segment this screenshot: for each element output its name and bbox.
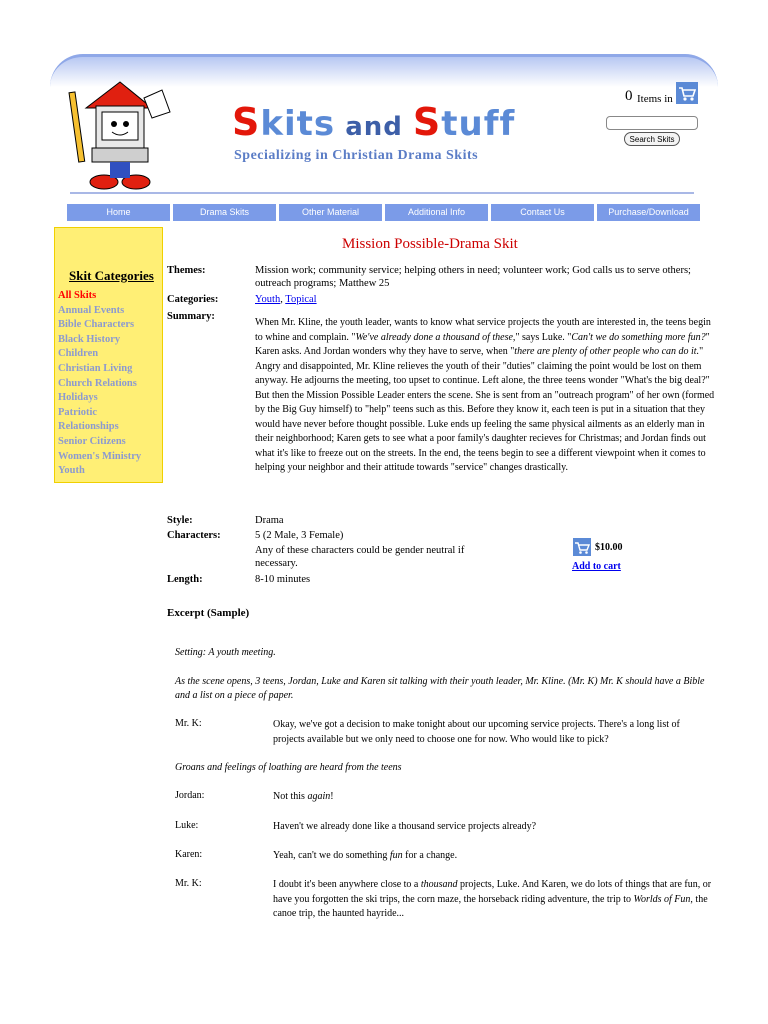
category-christian-living[interactable]: Christian Living [58, 362, 133, 374]
style-label: Style: [167, 515, 193, 526]
summary-quote: Can't we do something more fun? [571, 331, 706, 343]
title-word-tuff: tuff [441, 104, 516, 144]
dialogue-speaker: Karen: [175, 849, 203, 860]
excerpt-stage-direction: As the scene opens, 3 teens, Jordan, Luke and Karen sit talking with their youth leader, Mr. Kline. (Mr. K) Mr. K should have a Bible and a list on a piece of paper. [175, 676, 705, 701]
site-tagline: Specializing in Christian Drama Skits [234, 148, 479, 163]
summary-text [255, 316, 715, 476]
line-text: ! [330, 791, 334, 802]
nav-drama-skits[interactable]: Drama Skits [173, 204, 277, 221]
category-list [58, 289, 141, 479]
shopping-cart-icon[interactable] [676, 82, 698, 104]
title-word-and: and [335, 112, 413, 142]
price-block [573, 538, 623, 556]
themes-label: Themes: [167, 265, 206, 276]
line-text: I doubt it's been anywhere close to a [273, 879, 421, 890]
dialogue-line: Haven't we already done like a thousand service projects already? [273, 821, 537, 832]
category-holidays[interactable]: Holidays [58, 392, 98, 404]
sidebar-title[interactable]: Skit Categories [69, 268, 154, 283]
line-emphasis: fun [389, 850, 403, 861]
title-letter-s2: S [412, 100, 442, 144]
nav-purchase-download[interactable]: Purchase/Download [597, 204, 701, 221]
dialogue-line [273, 849, 713, 864]
summary-quote: We've already done a thousand of these, [355, 331, 516, 343]
add-to-cart-link[interactable]: Add to cart [572, 561, 621, 572]
themes-value: Mission work; community service; helping others in need; volunteer work; God calls us to serve others; outreach programs; Matthew 25 [255, 265, 691, 289]
summary-label: Summary: [167, 311, 215, 322]
categories-label: Categories: [167, 294, 219, 305]
category-church-relations[interactable]: Church Relations [58, 377, 137, 389]
site-title[interactable] [232, 100, 515, 144]
dialogue-speaker: Luke: [175, 820, 199, 831]
nav-home[interactable]: Home [67, 204, 171, 221]
category-bible-characters[interactable]: Bible Characters [58, 319, 135, 331]
dialogue-line [273, 878, 713, 922]
category-youth[interactable]: Youth [58, 465, 85, 477]
nav-contact-us[interactable]: Contact Us [491, 204, 595, 221]
search-input[interactable] [606, 116, 698, 130]
summary-part: " Karen asks. And Jordan wonders why they have to serve, when " [255, 331, 710, 357]
mascot-logo[interactable] [66, 78, 172, 192]
cart-count: 0 [625, 88, 633, 104]
summary-quote: there are plenty of other people who can do it. [514, 346, 700, 357]
nav-additional-info[interactable]: Additional Info [385, 204, 489, 221]
page-title: Mission Possible-Drama Skit [342, 236, 518, 252]
category-womens-ministry[interactable]: Women's Ministry [58, 450, 142, 462]
category-annual-events[interactable]: Annual Events [58, 304, 125, 316]
characters-value: 5 (2 Male, 3 Female) [255, 530, 344, 541]
header-divider [70, 192, 694, 194]
summary-part: " says Luke. " [515, 331, 572, 343]
excerpt-setting: Setting: A youth meeting. [175, 647, 276, 658]
category-senior-citizens[interactable]: Senior Citizens [58, 435, 126, 447]
line-emphasis: Worlds of Fun [633, 893, 691, 905]
length-value: 8-10 minutes [255, 574, 311, 585]
category-black-history[interactable]: Black History [58, 333, 121, 345]
line-text: Not this [273, 791, 308, 802]
length-label: Length: [167, 574, 203, 585]
category-children[interactable]: Children [58, 348, 99, 360]
dialogue-line: Okay, we've got a decision to make tonight about our upcoming service projects. There's a long list of projects available but we only need to choose one for now. Who would like to pick? [273, 719, 680, 745]
category-link-topical[interactable]: Topical [285, 294, 317, 305]
categories-value: Youth, Topical [255, 294, 317, 305]
category-patriotic[interactable]: Patriotic [58, 406, 98, 418]
title-word-kits: kits [260, 104, 336, 144]
category-all-skits[interactable]: All Skits [58, 290, 97, 301]
price: $10.00 [595, 541, 623, 553]
search-skits-button[interactable]: Search Skits [624, 132, 680, 146]
line-emphasis: thousand [420, 879, 458, 890]
category-link-youth[interactable]: Youth [255, 294, 281, 305]
category-relationships[interactable]: Relationships [58, 421, 119, 433]
line-text: for a change. [402, 850, 458, 861]
cart-label: Items in [637, 93, 673, 105]
title-letter-s1: S [232, 100, 261, 144]
nav-other-material[interactable]: Other Material [279, 204, 383, 221]
line-text: projects, Luke. And Karen, we do lots of things that are fun, or have you forgotten the ski trips, the corn maze, the horseback riding adventure, the trip to [273, 879, 712, 905]
summary-part: When Mr. Kline, the youth leader, wants to know what service projects the youth are interested in, the teens begin to whine and complain. " [255, 317, 711, 343]
dialogue-speaker: Mr. K: [175, 718, 202, 729]
line-text: Yeah, can't we do something [273, 850, 390, 861]
line-text: , the canoe trip, the haunted hayride... [273, 893, 708, 919]
style-value: Drama [255, 515, 284, 526]
excerpt-heading: Excerpt (Sample) [167, 607, 250, 619]
dialogue-line [273, 790, 713, 805]
cart-icon[interactable] [573, 538, 591, 556]
main-nav [67, 204, 701, 221]
characters-label: Characters: [167, 530, 221, 541]
line-emphasis: again [307, 791, 331, 802]
excerpt-stage-direction: Groans and feelings of loathing are heard from the teens [175, 762, 402, 773]
characters-note: Any of these characters could be gender neutral if necessary. [255, 545, 465, 569]
dialogue-speaker: Mr. K: [175, 878, 202, 889]
summary-part: " Angry and disappointed, Mr. Kline relieves the youth of their "duties" claiming the point would be lost on them anyway. He adjourns the meeting, too upset to continue. Left alone, the three teens wonder "What's the big deal?" But then the Mission Possible Leader enters the scene. She is sent from an "outreach program" of her own (formed by the Big Guy himself) to "help" teens such as this. Before they know it, each teen is put in a situation that they would have never before thought possible. Luke ends up feeling the same physical ailments as an elderly man in their neighborhood; Karen gets to see what a poor family's daughter recieves for Christmas; and Jordan finds out what it's like to freeze out on the streets. In the end, the teens begin to see a different viewpoint when it comes to helping your neighbor and their attitude towards "service" changes drastically. [255, 346, 715, 473]
dialogue-speaker: Jordan: [175, 790, 205, 801]
